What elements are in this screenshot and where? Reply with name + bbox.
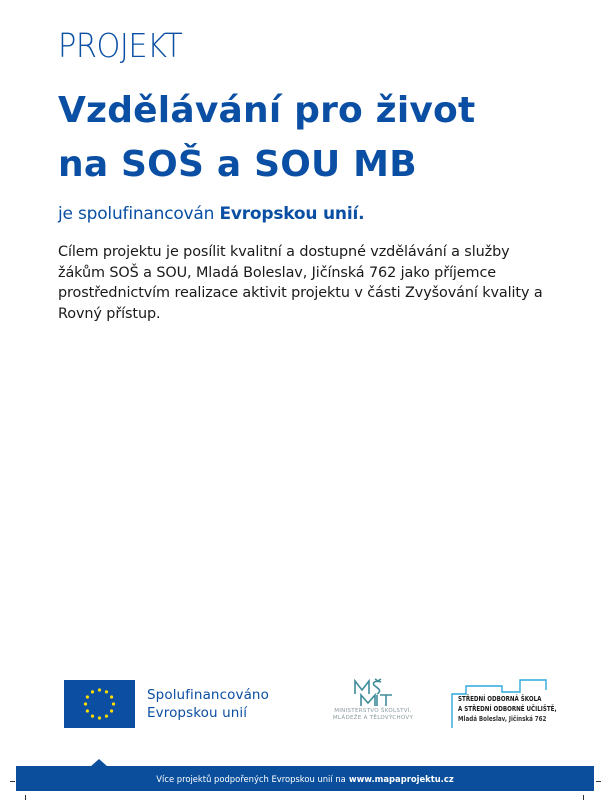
eu-logo-line-2: Evropskou unií xyxy=(147,705,248,721)
crop-mark-bottom-right xyxy=(583,795,584,800)
school-logo-line-2: A STŘEDNÍ ODBORNÉ UČILIŠTĚ, xyxy=(458,705,557,713)
project-title-line-2: na SOŠ a SOU MB xyxy=(58,144,417,185)
eu-logo-text xyxy=(147,686,269,722)
eu-cofinanced-logo xyxy=(64,680,269,728)
crop-mark-bottom-left xyxy=(25,795,26,800)
school-logo-text xyxy=(458,694,557,724)
msmt-caption-line-1: MINISTERSTVO ŠKOLSTVÍ, xyxy=(334,708,412,714)
eu-logo-line-1: Spolufinancováno xyxy=(147,687,269,703)
project-title xyxy=(58,84,475,192)
footer-banner xyxy=(16,766,594,791)
cofinanced-statement xyxy=(58,203,364,225)
msmt-caption-line-2: MLÁDEŽE A TĚLOVÝCHOVY xyxy=(332,715,414,721)
msmt-caption xyxy=(318,708,428,722)
project-description: Cílem projektu je posílit kvalitní a dostupné vzdělávání a služby žákům SOŠ a SOU, Mladá Boleslav, Jičínská 762 jako příjemce prostřednictvím realizace aktivit projektu v části Zvyšování kvality a Rovný přístup. xyxy=(58,244,543,322)
school-logo-line-3: Mladá Boleslav, Jičínská 762 xyxy=(458,715,547,723)
msmt-logo xyxy=(318,678,428,722)
school-logo-line-1: STŘEDNÍ ODBORNÁ ŠKOLA xyxy=(458,695,542,703)
crop-mark-left xyxy=(10,781,15,782)
logo-strip xyxy=(0,670,610,740)
cofinanced-emphasis: Evropskou unií. xyxy=(219,204,365,224)
crop-mark-right xyxy=(596,781,601,782)
school-logo xyxy=(442,678,572,734)
footer-link[interactable]: www.mapaprojektu.cz xyxy=(348,773,454,784)
project-label: PROJEKT xyxy=(58,26,183,65)
project-title-line-1: Vzdělávání pro život xyxy=(58,90,476,131)
eu-flag-icon xyxy=(64,680,135,728)
msmt-logo-icon xyxy=(351,678,395,708)
eu-stars-icon xyxy=(64,680,135,728)
cofinanced-prefix: je spolufinancován xyxy=(58,204,215,224)
footer-text: Více projektů podpořených Evropskou unií na xyxy=(156,773,346,784)
